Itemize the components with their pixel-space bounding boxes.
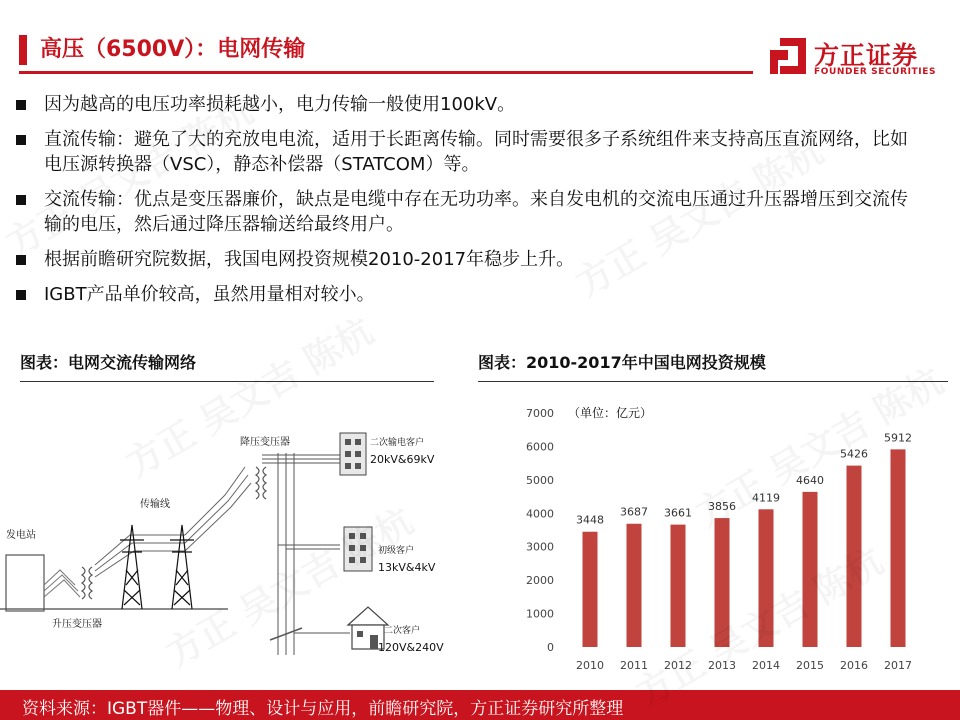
bar-value-label: 3448 (576, 513, 604, 527)
y-tick-label: 7000 (526, 407, 554, 420)
source-text: 资料来源：IGBT器件——物理、设计与应用，前瞻研究院，方正证券研究所整理 (22, 699, 624, 719)
bar-value-label: 4119 (752, 491, 780, 505)
bullet-square-icon (16, 195, 26, 205)
step-up-transformer-icon (82, 567, 92, 599)
bullet-text: 交流传输：优点是变压器廉价，缺点是电缆中存在无功功率。来自发电机的交流电压通过升压器增压到交流传输的电压，然后通过降压器输送给最终用户。 (44, 189, 908, 235)
bar (891, 449, 906, 647)
page-title: 高压（6500V）：电网传输 (40, 37, 306, 62)
building-icon (340, 433, 366, 475)
customer-voltage: 13kV&4kV (378, 561, 436, 574)
title-divider (19, 71, 753, 74)
bullet-item (14, 127, 914, 177)
x-tick-label: 2017 (884, 659, 912, 672)
step-up-transformer-label: 升压变压器 (52, 619, 102, 630)
step-down-transformer-icon (256, 467, 266, 499)
bullet-text: 直流传输：避免了大的充放电电流，适用于长距离传输。同时需要很多子系统组件来支持高压直流网络，比如电压源转换器（VSC），静态补偿器（STATCOM）等。 (44, 129, 908, 175)
y-tick-label: 2000 (526, 574, 554, 588)
source-footer (0, 690, 960, 720)
bullet-item (14, 187, 914, 237)
x-tick-label: 2013 (708, 659, 736, 672)
bar-value-label: 5912 (884, 431, 912, 445)
logo-name-cn: 方正证券 (814, 41, 919, 70)
bar-value-label: 3687 (620, 505, 648, 519)
bar-value-label: 3661 (664, 506, 692, 520)
x-tick-label: 2016 (840, 659, 868, 672)
chart-section-title: 图表：2010-2017年中国电网投资规模 (478, 353, 766, 372)
bullet-text: 根据前瞻研究院数据，我国电网投资规模2010-2017年稳步上升。 (44, 249, 575, 270)
company-logo (768, 36, 938, 82)
chart-section-rule (478, 381, 948, 382)
building-icon (344, 527, 372, 571)
bar (627, 524, 642, 647)
diagram-section-rule (20, 381, 434, 382)
y-tick-label: 1000 (526, 607, 554, 621)
x-tick-label: 2015 (796, 659, 824, 672)
customer-label: 二次客户 (384, 626, 421, 636)
chart-unit-note: （单位：亿元） (568, 406, 653, 420)
bullet-square-icon (16, 100, 26, 110)
bullet-list (14, 92, 914, 317)
customer-label: 初级客户 (378, 546, 415, 556)
bar (715, 518, 730, 647)
transmission-tower-icon (120, 525, 144, 609)
customer-voltage: 120V&240V (378, 641, 444, 654)
bullet-square-icon (16, 290, 26, 300)
x-tick-label: 2010 (576, 659, 604, 672)
customer-label: 二次输电客户 (370, 438, 425, 448)
bullet-text: 因为越高的电压功率损耗越小，电力传输一般使用100kV。 (44, 94, 516, 115)
bar-value-label: 5426 (840, 447, 868, 461)
bullet-square-icon (16, 135, 26, 145)
y-tick-label: 5000 (526, 473, 554, 487)
bar (803, 492, 818, 647)
x-tick-label: 2014 (752, 659, 780, 672)
bar-value-label: 3856 (708, 500, 736, 514)
bar (671, 525, 686, 647)
y-tick-label: 3000 (526, 540, 554, 554)
y-tick-label: 4000 (526, 507, 554, 521)
bar (583, 532, 598, 647)
x-tick-label: 2012 (664, 659, 692, 672)
bar (759, 509, 774, 647)
logo-name-en: FOUNDER SECURITIES (814, 67, 937, 77)
customer-voltage: 20kV&69kV (370, 453, 435, 466)
grid-investment-bar-chart (520, 395, 950, 685)
y-tick-label: 6000 (526, 440, 554, 454)
founder-logo-icon (768, 36, 808, 76)
bullet-item (14, 282, 914, 307)
bar-value-label: 4640 (796, 473, 824, 487)
step-down-transformer-label: 降压变压器 (240, 437, 290, 448)
transmission-line-label: 传输线 (140, 499, 170, 510)
title-accent-bar (19, 35, 27, 65)
x-tick-label: 2011 (620, 659, 648, 672)
ac-transmission-diagram (0, 395, 460, 690)
bullet-item (14, 247, 914, 272)
power-station-icon (6, 555, 44, 611)
diagram-section-title: 图表：电网交流传输网络 (20, 353, 197, 372)
bar (847, 466, 862, 647)
power-station-label: 发电站 (6, 530, 36, 541)
bullet-item (14, 92, 914, 117)
y-tick-label: 0 (547, 641, 554, 654)
bullet-square-icon (16, 255, 26, 265)
bullet-text: IGBT产品单价较高，虽然用量相对较小。 (44, 284, 375, 305)
